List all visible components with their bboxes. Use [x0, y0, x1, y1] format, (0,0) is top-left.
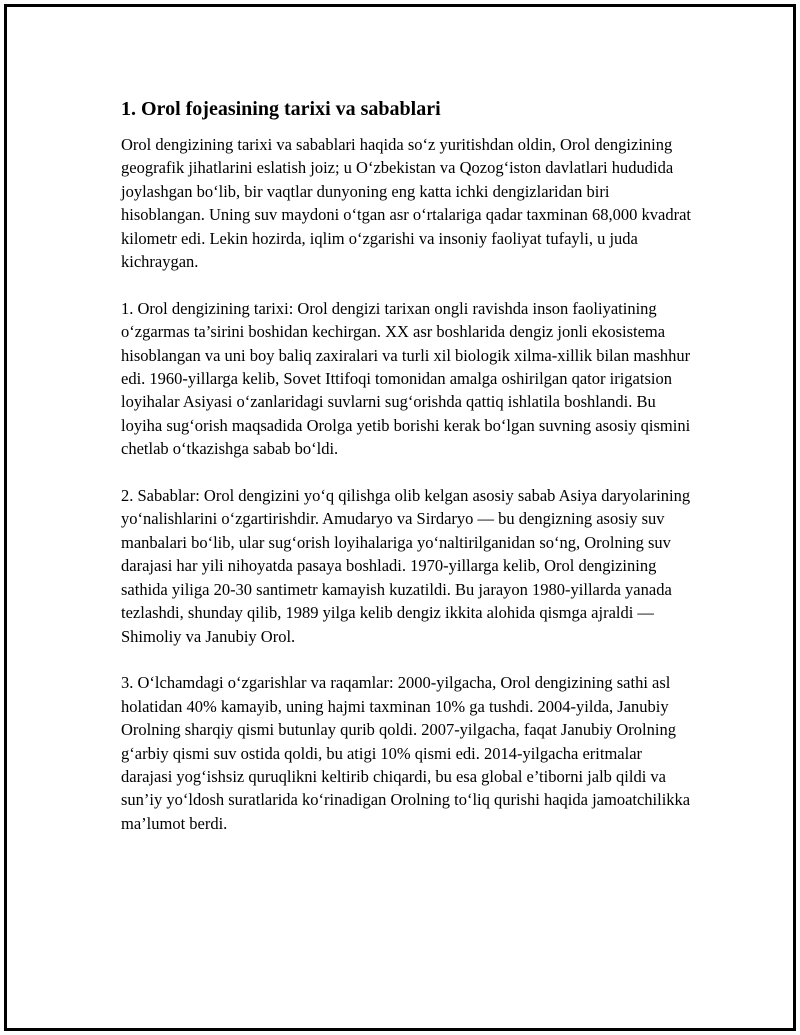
page-frame	[4, 4, 796, 1031]
paragraph-intro: Orol dengizining tarixi va sabablari haqida so‘z yuritishdan oldin, Orol dengizining geografik jihatlarini eslatish joiz; u O‘zbekistan va Qozog‘iston davlatlari hududida joylashgan bo‘lib, bir vaqtlar dunyoning eng katta ichki dengizlaridan biri hisoblangan. Uning suv maydoni o‘tgan asr o‘rtalariga qadar taxminan 68,000 kvadrat kilometr edi. Lekin hozirda, iqlim o‘zgarishi va insoniy faoliyat tufayli, u juda kichraygan.	[121, 135, 692, 272]
paragraph-changes: 3. O‘lchamdagi o‘zgarishlar va raqamlar: 2000-yilgacha, Orol dengizining sathi asl holatidan 40% kamayib, uning hajmi taxminan 10% ga tushdi. 2004-yilda, Janubiy Orolning sharqiy qismi butunlay qurib qoldi. 2007-yilgacha, faqat Janubiy Orolning g‘arbiy qismi suv ostida qoldi, bu atigi 10% qismi edi. 2014-yilgacha eritmalar darajasi yog‘ishsiz quruqlikni keltirib chiqardi, bu esa global e’tiborni jalb qildi va sun’iy yo‘ldosh suratlarida ko‘rinadigan Orolning to‘liq qurishi haqida jamoatchilikka ma’lumot berdi.	[121, 673, 691, 833]
document-body	[121, 95, 691, 859]
section-heading: 1. Orol fojeasining tarixi va sabablari	[121, 98, 441, 120]
paragraph-history: 1. Orol dengizining tarixi: Orol dengizi tarixan ongli ravishda inson faoliyatining o‘zgarmas ta’sirini boshidan kechirgan. XX asr boshlarida dengiz jonli ekosistema hisoblangan va uni boy baliq zaxiralari va turli xil biologik xilma-xillik bilan mashhur edi. 1960-yillarga kelib, Sovet Ittifoqi tomonidan amalga oshirilgan qator irigatsion loyihalar Asiyasi o‘zanlaridagi suvlarni sug‘orishda qattiq ishlatila boshlandi. Bu loyiha sug‘orish maqsadida Orolga yetib borishi kerak bo‘lgan suvning asosiy qismini chetlab o‘tkazishga sabab bo‘ldi.	[121, 298, 691, 459]
paragraph-causes: 2. Sabablar: Orol dengizini yo‘q qilishga olib kelgan asosiy sabab Asiya daryolarining yo‘nalishlarini o‘zgartirishdir. Amudaryo va Sirdaryo — bu dengizning asosiy suv manbalari bo‘lib, ular sug‘orish loyihalariga yo‘naltirilganidan so‘ng, Orolning suv darajasi har yili nihoyatda pasaya boshladi. 1970-yillarga kelib, Orol dengizining sathida yiliga 20-30 santimetr kamayish kuzatildi. Bu jarayon 1980-yillarda yanada tezlashdi, shunday qilib, 1989 yilga kelib dengiz ikkita alohida qismga ajraldi — Shimoliy va Janubiy Orol.	[121, 486, 691, 646]
